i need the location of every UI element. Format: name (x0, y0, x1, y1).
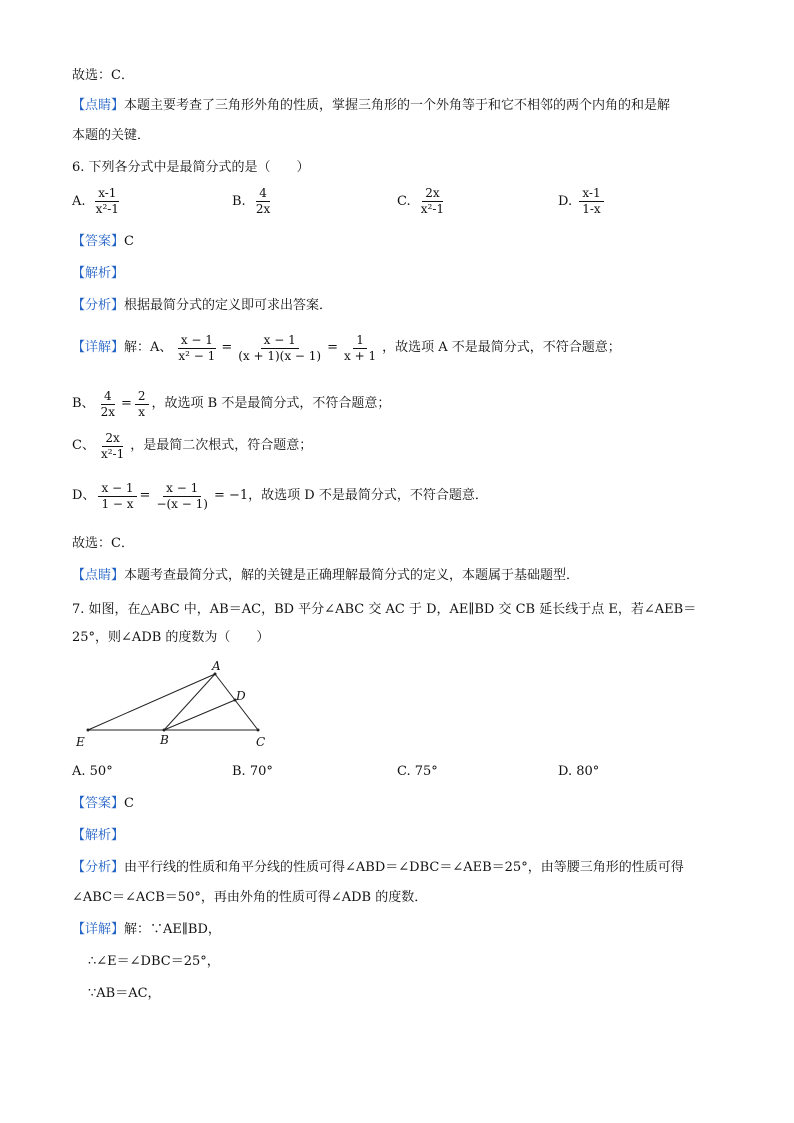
q6-option-d-fraction: $\frac{x-1}{1-x}$ (579, 186, 603, 217)
segment-ea (88, 674, 215, 730)
q6-option-a: A. $\frac{x-1}{\text{x²-1}}$ (72, 186, 125, 217)
q7-option-a: A. 50° (72, 764, 113, 779)
q6-detail-d: D、 $\frac{x - 1}{1 - x}$ = $\frac{x - 1}{-(x - 1)}$ = −1，故选项 D 不是最简分式，不符合题意． (72, 480, 488, 511)
detail-c-fraction-1: $\frac{2x}{\text{x²-1}}$ (100, 430, 125, 461)
q6-detail-c: C、 $\frac{2x}{\text{x²-1}}$ ，是最简二次根式，符合题意； (72, 430, 313, 461)
q6-option-d: D. $\frac{x-1}{1-x}$ (558, 186, 607, 217)
q7-detail: 【详解】解：∵AE∥BD， (72, 922, 221, 937)
q6-comment: 【点睛】本题考查最简分式，解的关键是正确理解最简分式的定义，本题属于基础题型． (72, 568, 580, 583)
q7-detail-line2: ∴∠E＝∠DBC＝25°， (88, 954, 220, 969)
prev-comment-cont: 本题的关键． (72, 128, 151, 143)
label-b: B (160, 733, 169, 747)
q7-fenxi: 【分析】由平行线的性质和角平分线的性质可得∠ABD＝∠DBC＝∠AEB＝25°，由等腰三角形的性质可得 (72, 860, 684, 875)
comment-text: 本题主要考查了三角形外角的性质，掌握三角形的一个外角等于和它不相邻的两个内角的和是解 (124, 98, 671, 113)
q6-analysis-label: 【解析】 (72, 266, 125, 281)
segment-bd (164, 700, 235, 730)
detail-a-fraction-2: $\frac{x - 1}{(x + 1)(x - 1)}$ (238, 332, 322, 363)
q7-analysis-label: 【解析】 (72, 828, 125, 843)
q6-answer: 【答案】C (72, 234, 134, 249)
q7-stem-line1: 7. 如图，在△ABC 中，AB＝AC，BD 平分∠ABC 交 AC 于 D，AE∥BD 交 CB 延长线于点 E，若∠AEB＝ (72, 602, 697, 617)
q6-option-b: B. $\frac{4}{2x}$ (232, 186, 276, 217)
detail-a-fraction-1: $\frac{x - 1}{\text{x² − 1}}$ (178, 332, 216, 363)
q7-answer: 【答案】C (72, 796, 134, 811)
label-e: E (76, 735, 85, 749)
comment-label: 【点睛】 (72, 98, 125, 113)
q6-stem: 6. 下列各分式中是最简分式的是（ ） (72, 160, 310, 175)
detail-b-fraction-1: $\frac{4}{2x}$ (100, 388, 115, 419)
q6-option-c-fraction: $\frac{2x}{\text{x²-1}}$ (420, 186, 445, 216)
q7-option-d: D. 80° (558, 764, 600, 779)
label-d: D (236, 689, 246, 703)
segment-ab (164, 674, 215, 730)
detail-b-fraction-2: $\frac{2}{x}$ (135, 389, 149, 420)
q6-choice: 故选：C． (72, 536, 134, 551)
q6-option-a-fraction: $\frac{x-1}{\text{x²-1}}$ (95, 186, 119, 216)
q6-option-c: C. $\frac{2x}{\text{x²-1}}$ (397, 186, 450, 217)
q7-detail-line3: ∵AB＝AC， (88, 986, 161, 1001)
detail-a-fraction-3: $\frac{1}{x + 1}$ (344, 332, 377, 363)
detail-d-fraction-1: $\frac{x - 1}{1 - x}$ (98, 481, 136, 512)
detail-d-fraction-2: $\frac{x - 1}{-(x - 1)}$ (156, 480, 208, 511)
label-a: A (212, 660, 221, 673)
q6-detail-a: 【详解】解：A、 $\frac{x - 1}{\text{x² − 1}}$ = $\frac{x - 1}{(x + 1)(x - 1)}$ = $\frac{1}{x + 1}$ ，故选项 A 不是最简分式，不符合题意； (72, 332, 621, 363)
label-c: C (256, 735, 266, 749)
q6-fenxi: 【分析】根据最简分式的定义即可求出答案． (72, 298, 333, 313)
q7-stem-line2: 25°，则∠ADB 的度数为（ ） (72, 630, 270, 645)
q7-option-c: C. 75° (397, 764, 438, 779)
q7-fenxi-cont: ∠ABC＝∠ACB＝50°，再由外角的性质可得∠ADB 的度数． (72, 890, 428, 905)
q6-option-b-fraction: $\frac{4}{2x}$ (255, 186, 271, 216)
q7-option-b: B. 70° (232, 764, 273, 779)
q6-detail-b: B、 $\frac{4}{2x}$ = $\frac{2}{x}$ ，故选项 B 不是最简分式，不符合题意； (72, 388, 391, 419)
triangle-figure (72, 660, 282, 752)
prev-choice: 故选：C． (72, 68, 134, 83)
prev-comment (72, 96, 670, 116)
